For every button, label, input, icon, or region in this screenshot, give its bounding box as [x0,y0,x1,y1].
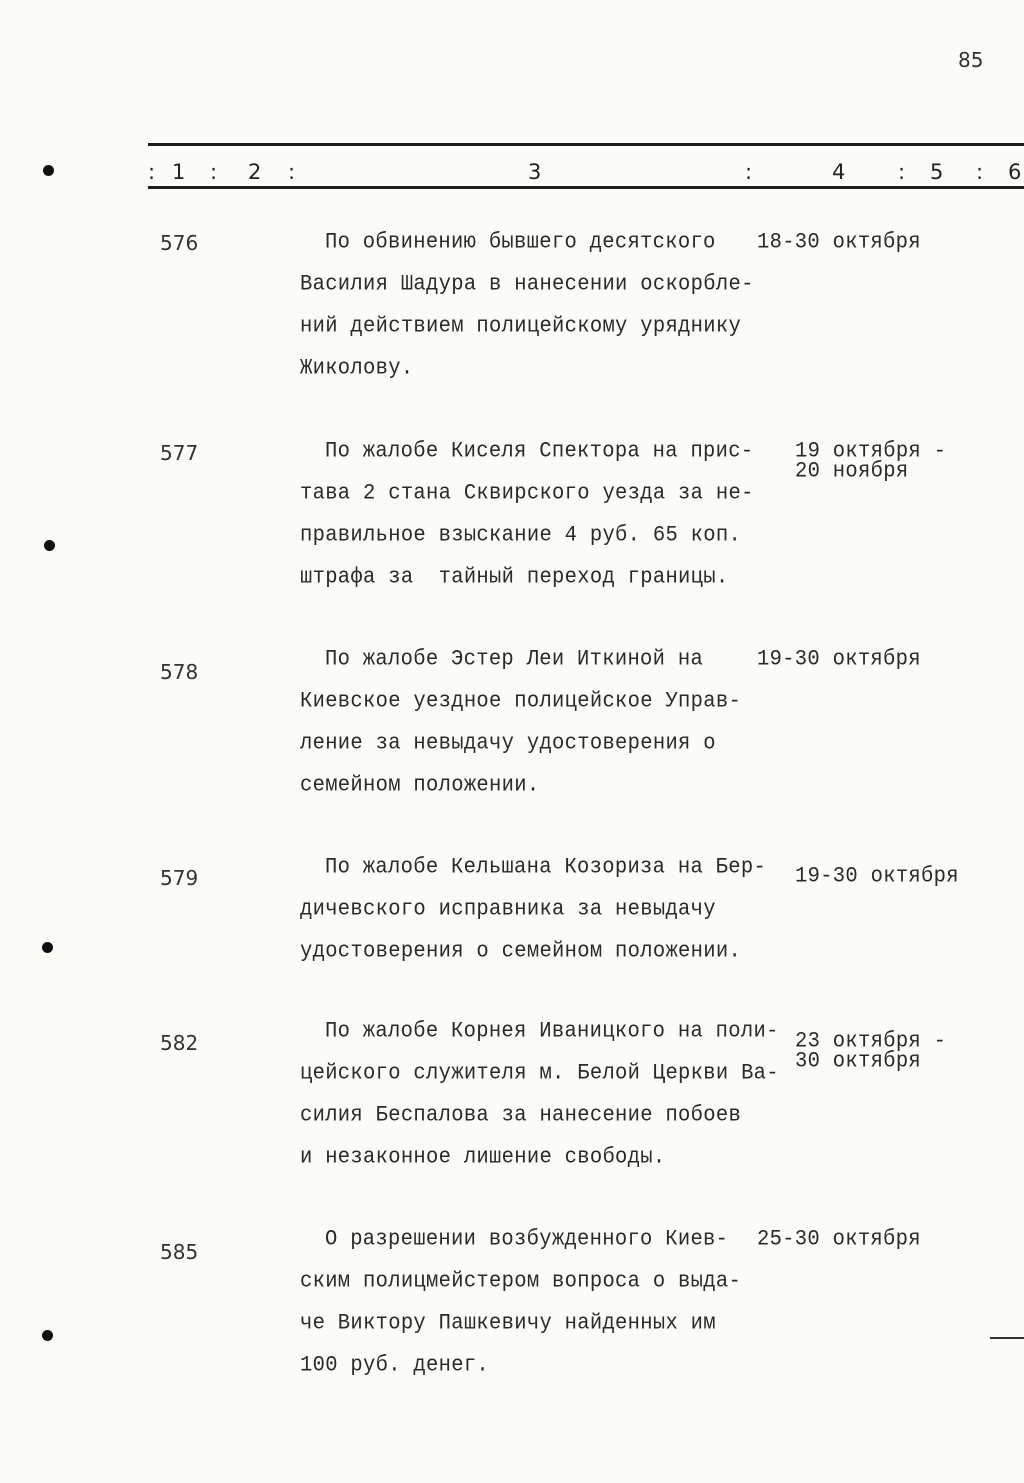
entry-date: 23 октября - [795,1029,947,1054]
column-separator: : [745,160,753,184]
entry-date: 18-30 октября [757,230,921,255]
punch-hole-mark [42,942,53,953]
column-separator: : [288,160,296,184]
punch-hole-mark [42,1330,53,1341]
column-separator: : [210,160,218,184]
header-bottom-rule [148,186,1024,189]
entry-text-line: че Виктору Пашкевичу найденных им [300,1311,716,1336]
entry-text-line: штрафа за тайный переход границы. [300,565,729,590]
entry-number: 585 [160,1240,199,1264]
entry-text-line: ление за невыдачу удостоверения о [300,731,716,756]
entry-date: 30 октября [795,1049,922,1074]
entry-text-line: По жалобе Эстер Леи Иткиной на [325,647,704,672]
entry-text-line: дичевского исправника за невыдачу [300,897,716,922]
entry-number: 582 [160,1031,199,1055]
entry-text-line: 100 руб. денег. [300,1353,490,1378]
entry-text-line: О разрешении возбужденного Киев- [325,1227,729,1252]
entry-text-line: и незаконное лишение свободы. [300,1145,666,1170]
entry-number: 578 [160,660,199,684]
column-header-6: 6 [1008,160,1022,184]
entry-date: 19 октября - [795,439,947,464]
entry-date: 19-30 октября [757,647,921,672]
entry-text-line: По жалобе Корнея Иваницкого на поли- [325,1019,779,1044]
entry-text-line: ским полицмейстером вопроса о выда- [300,1269,742,1294]
column-header-1: 1 [172,160,186,184]
page-number: 85 [958,48,984,72]
entry-text-line: Жиколову. [300,356,414,381]
column-separator: : [898,160,906,184]
entry-text-line: По обвинению бывшего десятского [325,230,716,255]
column-separator: : [148,160,156,184]
entry-text-line: силия Беспалова за нанесение побоев [300,1103,742,1128]
column-separator: : [976,160,984,184]
column-header-5: 5 [930,160,944,184]
entry-date: 25-30 октября [757,1227,921,1252]
entry-text-line: правильное взыскание 4 руб. 65 коп. [300,523,742,548]
entry-number: 576 [160,231,199,255]
entry-text-line: Киевское уездное полицейское Управ- [300,689,742,714]
punch-hole-mark [43,165,54,176]
margin-mark [990,1337,1024,1339]
column-header-4: 4 [832,160,846,184]
column-header-2: 2 [248,160,262,184]
entry-text-line: семейном положении. [300,773,540,798]
header-top-rule [148,143,1024,146]
entry-text-line: По жалобе Киселя Спектора на прис- [325,439,754,464]
entry-text-line: удостоверения о семейном положении. [300,939,742,964]
entry-date: 20 ноября [795,459,909,484]
entry-text-line: цейского служителя м. Белой Церкви Ва- [300,1061,779,1086]
entry-number: 577 [160,441,199,465]
punch-hole-mark [44,540,55,551]
entry-text-line: ний действием полицейскому уряднику [300,314,742,339]
column-header-3: 3 [528,160,542,184]
entry-text-line: Василия Шадура в нанесении оскорбле- [300,272,754,297]
entry-text-line: тава 2 стана Сквирского уезда за не- [300,481,754,506]
entry-text-line: По жалобе Кельшана Козориза на Бер- [325,855,767,880]
entry-number: 579 [160,866,199,890]
entry-date: 19-30 октября [795,864,959,889]
